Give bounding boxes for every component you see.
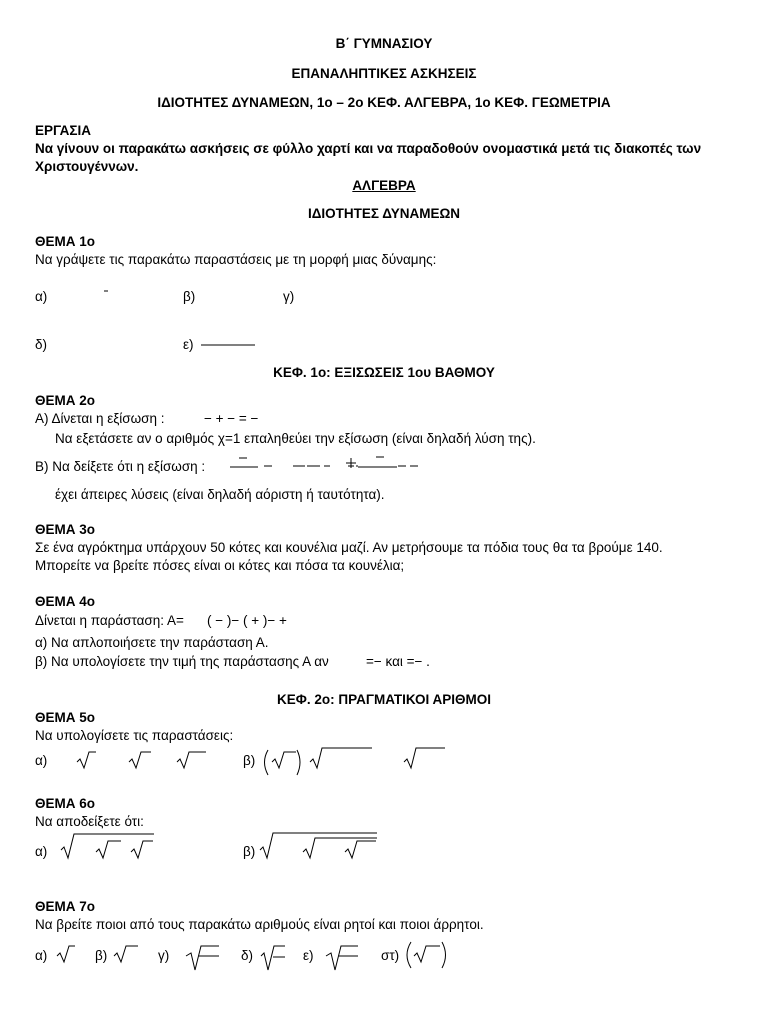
theme4-part-b: β) Να υπολογίσετε την τιμή της παράστασης Α αν	[35, 654, 329, 669]
theme5-text: Να υπολογίσετε τις παραστάσεις:	[35, 728, 234, 743]
theme4-given: Δίνεται η παράσταση: Α=	[35, 613, 184, 628]
chapter2-heading: ΚΕΦ. 2ο: ΠΡΑΓΜΑΤΙΚΟΙ ΑΡΙΘΜΟΙ	[277, 692, 491, 707]
theme1-item-e: ε)	[183, 337, 194, 352]
theme4-title: ΘΕΜΑ 4ο	[35, 594, 96, 609]
theme6-item-b: β)	[243, 844, 256, 859]
theme7-item-a: α)	[35, 948, 48, 963]
document-subtitle: ΕΠΑΝΑΛΗΠΤΙΚΕΣ ΑΣΚΗΣΕΙΣ	[291, 66, 477, 81]
theme3-title: ΘΕΜΑ 3ο	[35, 522, 96, 537]
theme7-item-e: ε)	[303, 948, 314, 963]
document-topics: ΙΔΙΟΤΗΤΕΣ ΔΥΝΑΜΕΩΝ, 1ο – 2ο ΚΕΦ. ΑΛΓΕΒΡΑ, 1ο ΚΕΦ. ΓΕΩΜΕΤΡΙΑ	[157, 95, 611, 110]
theme1-text: Να γράψετε τις παρακάτω παραστάσεις με τη μορφή μιας δύναμης:	[35, 252, 437, 267]
theme6-item-a: α)	[35, 844, 48, 859]
theme1-item-a: α)	[35, 289, 48, 304]
theme1-fraction-marks	[104, 291, 255, 345]
theme2-part-a: Α) Δίνεται η εξίσωση :	[35, 411, 165, 426]
theme7-title: ΘΕΜΑ 7ο	[35, 899, 96, 914]
theme3-line-2: Μπορείτε να βρείτε πόσες είναι οι κότες και πόσα τα κουνέλια;	[35, 558, 405, 573]
theme2-part-a-text: Να εξετάσετε αν ο αριθμός χ=1 επαληθεύει την εξίσωση (είναι δηλαδή λύση της).	[55, 431, 536, 446]
theme2-equation-a: − + − = −	[204, 411, 259, 426]
theme7-item-st: στ)	[381, 948, 400, 963]
theme2-part-b-text: έχει άπειρες λύσεις (είναι δηλαδή αόριστη ή ταυτότητα).	[55, 487, 385, 502]
section-algebra: ΑΛΓΕΒΡΑ	[352, 178, 416, 193]
theme1-item-d: δ)	[35, 337, 48, 352]
section-powers: ΙΔΙΟΤΗΤΕΣ ΔΥΝΑΜΕΩΝ	[307, 206, 461, 221]
theme1-item-b: β)	[183, 289, 196, 304]
theme6-radicals	[61, 833, 377, 858]
assignment-line-2: Χριστουγέννων.	[35, 159, 139, 174]
theme2-title: ΘΕΜΑ 2ο	[35, 393, 96, 408]
theme4-part-a: α) Να απλοποιήσετε την παράσταση Α.	[35, 635, 269, 650]
theme7-item-b: β)	[95, 948, 108, 963]
chapter1-heading: ΚΕΦ. 1ο: ΕΞΙΣΩΣΕΙΣ 1ου ΒΑΘΜΟΥ	[273, 365, 495, 380]
theme5-item-b: β)	[243, 753, 256, 768]
theme7-item-g: γ)	[158, 948, 170, 963]
theme5-title: ΘΕΜΑ 5ο	[35, 710, 96, 725]
theme7-item-d: δ)	[241, 948, 254, 963]
document-title: Β΄ ΓΥΜΝΑΣΙΟΥ	[335, 36, 433, 51]
theme2-part-b: Β) Να δείξετε ότι η εξίσωση :	[35, 459, 206, 474]
theme2-equation-b-fractions	[230, 457, 418, 468]
theme6-title: ΘΕΜΑ 6ο	[35, 796, 96, 811]
assignment-label: ΕΡΓΑΣΙΑ	[35, 123, 92, 138]
theme4-expression: ( − )− ( + )− +	[207, 613, 287, 628]
theme5-item-a: α)	[35, 753, 48, 768]
theme6-text: Να αποδείξετε ότι:	[35, 814, 144, 829]
theme5-radicals	[77, 748, 445, 775]
theme4-part-b-condition: =− και =− .	[366, 654, 430, 669]
theme7-text: Να βρείτε ποιοι από τους παρακάτω αριθμούς είναι ρητοί και ποιοι άρρητοι.	[35, 917, 484, 932]
theme3-line-1: Σε ένα αγρόκτημα υπάρχουν 50 κότες και κουνέλια μαζί. Αν μετρήσουμε τα πόδια τους θα τα βρούμε 140.	[35, 540, 663, 555]
theme1-title: ΘΕΜΑ 1ο	[35, 234, 96, 249]
assignment-line-1: Να γίνουν οι παρακάτω ασκήσεις σε φύλλο χαρτί και να παραδοθούν ονομαστικά μετά τις διακοπές των	[35, 141, 702, 156]
theme1-item-g: γ)	[283, 289, 295, 304]
